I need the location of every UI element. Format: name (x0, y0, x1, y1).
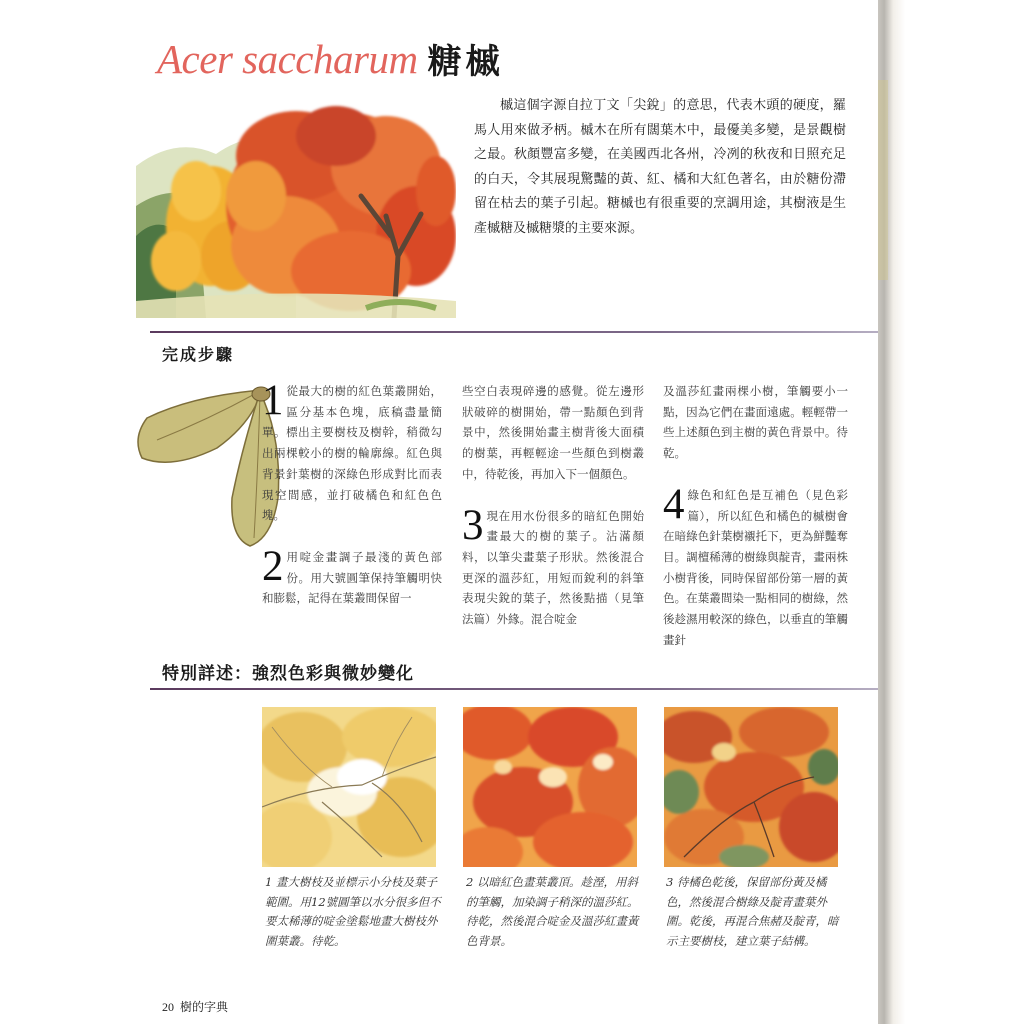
step-4 (663, 480, 848, 651)
section-divider-top (150, 331, 878, 333)
detail-caption-1: 1 畫大樹枝及並標示小分枝及葉子範圍。用12號圓筆以水分很多但不要太稀薄的啶金塗鬆地畫大樹枝外圍葉叢。待乾。 (265, 875, 441, 948)
step-2-number: 2 (262, 542, 284, 590)
title-latin-name: Acer saccharum (157, 36, 418, 82)
step-1-text: 從最大的樹的紅色葉叢開始，區分基本色塊，底稿盡量簡單。標出主要樹枝及樹幹，稍微勾出兩棵較小的樹的輪廓線。紅色與背景針葉樹的深綠色形成對比而表現空間感，並打破橘色和紅色色塊。 (262, 384, 442, 523)
step-3-number: 3 (462, 501, 484, 549)
step-4-text: 綠色和紅色是互補色（見色彩篇），所以紅色和橘色的槭樹會在暗綠色針葉樹襯托下，更為鮮豔奪目。調檀稀薄的樹綠與靛青，畫兩株小樹背後，同時保留部份第一層的黃色。在葉叢間染一點相同的樹綠，然後趁濕用較深的綠色，以垂直的筆觸畫針 (663, 487, 848, 647)
detail-caption-2: 2 以暗紅色畫葉叢頂。趁溼，用斜的筆觸，加染調子稍深的溫莎紅。待乾，然後混合啶金及溫莎紅畫黃色背景。 (466, 875, 639, 948)
step-2-continued: 些空白表現碎邊的感覺。從左邊形狀破碎的樹開始，帶一點顏色到背景中，然後開始畫主樹背後大面積的樹葉，再輕輕途一些顏色到樹叢中，待乾後，再加入下一個顏色。 (462, 384, 644, 481)
steps-column-2 (462, 381, 644, 630)
step-1 (262, 377, 442, 526)
step-3 (462, 501, 644, 630)
detail-panel-1 (262, 707, 436, 867)
steps-heading: 完成步驟 (162, 345, 235, 364)
steps-column-3 (663, 381, 848, 650)
detail-caption-3: 3 待橘色乾後，保留部份黃及橘色，然後混合樹綠及靛青畫葉外圍。乾後，再混合焦赭及靛青，暗示主要樹枝，建立葉子結構。 (666, 875, 839, 948)
step-3-text: 現在用水份很多的暗紅色開始畫最大的樹的葉子。沾滿顏料，以筆尖畫葉子形狀。然後混合更深的溫莎紅，用短而銳利的斜筆表現尖銳的葉子，然後點描（見筆法篇）外緣。混合啶金 (462, 508, 644, 627)
step-4-number: 4 (663, 480, 685, 528)
detail-heading: 特別詳述：強烈色彩與微妙變化 (162, 664, 414, 684)
steps-column-1 (262, 377, 442, 609)
step-1-number: 1 (262, 377, 284, 424)
page-title (157, 34, 504, 83)
step-2 (262, 542, 442, 609)
title-chinese-name: 糖槭 (427, 42, 504, 82)
page-footer (162, 998, 228, 1015)
section-divider-bottom (150, 688, 878, 690)
intro-paragraph: 槭這個字源自拉丁文「尖銳」的意思，代表木頭的硬度，羅馬人用來做矛柄。槭木在所有闊葉木中，最優美多變，是景觀樹之最。秋顏豐富多變，在美國西北各州，冷冽的秋夜和日照充足的白天，令其展現驚豔的黃、紅、橘和大紅色著名，由於糖份滯留在枯去的葉子引起。糖槭也有很重要的烹調用途，其樹液是生產槭糖及槭糖漿的主要來源。 (474, 98, 846, 236)
book-spine-edge (872, 0, 1024, 1024)
detail-panel-3 (664, 707, 838, 867)
sugar-maple-tree-illustration (136, 96, 456, 318)
step-2-text: 用啶金畫調子最淺的黃色部份。用大號圓筆保持筆觸明快和膨鬆，記得在葉叢間保留一 (262, 549, 442, 606)
detail-panel-2 (463, 707, 637, 867)
page-number: 20 (162, 1000, 174, 1014)
step-3-continued: 及溫莎紅畫兩棵小樹，筆觸要小一點，因為它們在畫面遠處。輕輕帶一些上述顏色到主樹的黃色背景中。待乾。 (663, 384, 848, 461)
book-title: 樹的字典 (180, 1000, 229, 1014)
